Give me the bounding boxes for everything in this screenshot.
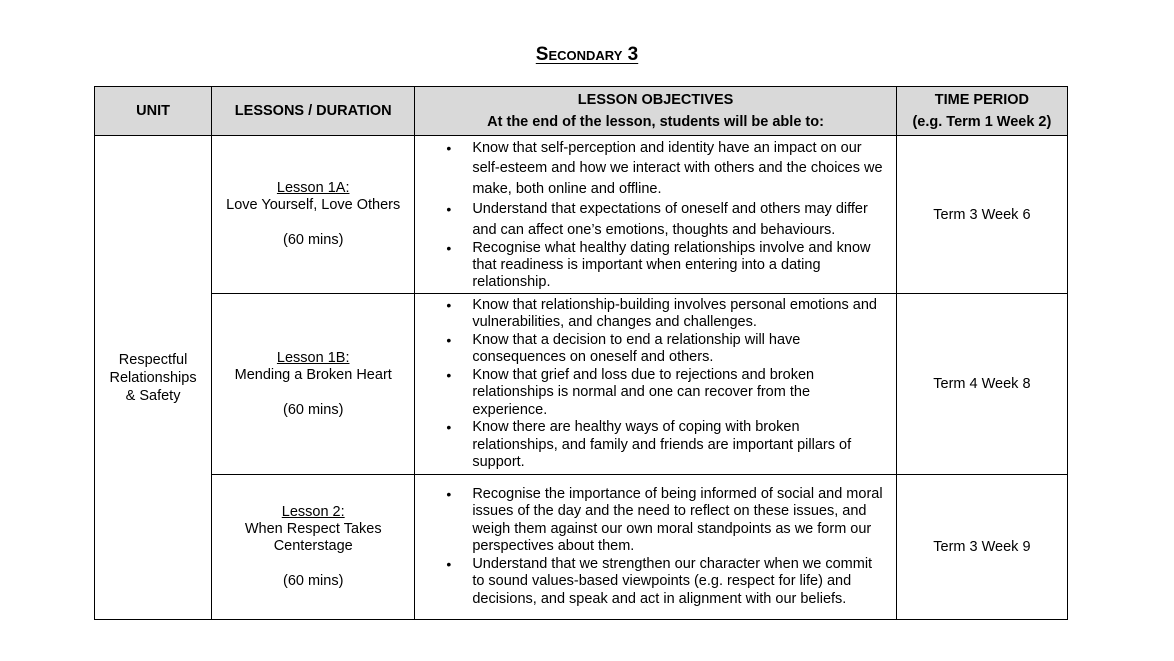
objective-item: • Know that self-perception and identity have an impact on our self-esteem and how we interact with others and the choices we make, both online and offline. [472, 138, 887, 200]
lesson-title: Centerstage [273, 538, 353, 554]
header-lessons-label: LESSONS / DURATION [234, 103, 392, 119]
lesson-name: Lesson 1B: [276, 349, 350, 366]
lesson-cell [212, 294, 415, 475]
lesson-cell [212, 475, 415, 620]
lesson-cell [212, 136, 415, 294]
lesson-duration: (60 mins) [282, 573, 344, 589]
time-period-cell [896, 136, 1067, 294]
header-row [95, 87, 1068, 136]
objectives-list [415, 486, 895, 609]
header-objectives [415, 87, 896, 136]
header-time-period [896, 87, 1067, 136]
unit-label-line: Relationships [109, 369, 197, 386]
objective-item: • Understand that expectations of oneself and others may differ and can affect one’s emotions, thoughts and behaviours. [472, 199, 887, 240]
time-period-cell [896, 294, 1067, 475]
header-objectives-label: LESSON OBJECTIVES [577, 92, 734, 108]
lesson-title: Mending a Broken Heart [234, 366, 392, 383]
time-period-cell [896, 475, 1067, 620]
objective-item: • Know that grief and loss due to rejections and broken relationships is normal and one can recover from the experience. [472, 367, 887, 420]
header-time-label: TIME PERIOD [934, 92, 1030, 108]
lesson-name: Lesson 1A: [276, 180, 350, 196]
objectives-list [415, 138, 895, 292]
objectives-cell [415, 136, 896, 294]
unit-cell [95, 136, 212, 620]
page-title [0, 44, 1174, 66]
objectives-list [415, 297, 895, 472]
lesson-title: When Respect Takes [244, 521, 382, 537]
lesson-title: Love Yourself, Love Others [226, 197, 401, 213]
time-period-value: Term 4 Week 8 [933, 376, 1031, 392]
page-title-text: Secondary 3 [535, 44, 639, 65]
header-lessons [212, 87, 415, 136]
header-time-sublabel: (e.g. Term 1 Week 2) [912, 114, 1052, 130]
curriculum-table [94, 86, 1068, 620]
table-row [95, 294, 1068, 475]
table-row [95, 475, 1068, 620]
header-objectives-sublabel: At the end of the lesson, students will be able to: [487, 114, 824, 130]
table-row [95, 136, 1068, 294]
header-unit [95, 87, 212, 136]
objective-item: • Recognise what healthy dating relationships involve and know that readiness is important when entering into a dating relationship. [472, 240, 887, 291]
objective-item: • Know that relationship-building involves personal emotions and vulnerabilities, and changes and challenges. [472, 297, 887, 332]
lesson-duration: (60 mins) [282, 232, 344, 248]
lesson-duration: (60 mins) [282, 401, 344, 418]
time-period-value: Term 3 Week 6 [933, 206, 1031, 223]
objectives-cell [415, 475, 896, 620]
objectives-cell [415, 294, 896, 475]
objective-item: • Know that a decision to end a relationship will have consequences on oneself and others. [472, 332, 887, 367]
objective-item: • Know there are healthy ways of coping with broken relationships, and family and friends are important pillars of support. [472, 419, 887, 472]
lesson-name: Lesson 2: [281, 504, 345, 520]
unit-label-line: Respectful [118, 351, 188, 368]
header-unit-label: UNIT [136, 103, 170, 119]
objective-item: • Understand that we strengthen our character when we commit to sound values-based viewpoints (e.g. respect for life) and decisions, and speak and act in alignment with our beliefs. [472, 556, 887, 609]
time-period-value: Term 3 Week 9 [933, 539, 1031, 555]
objective-item: • Recognise the importance of being informed of social and moral issues of the day and the need to reflect on these issues, and weigh them against our own moral standpoints as we form our perspectives about them. [472, 486, 887, 556]
unit-label-line: & Safety [125, 387, 181, 404]
